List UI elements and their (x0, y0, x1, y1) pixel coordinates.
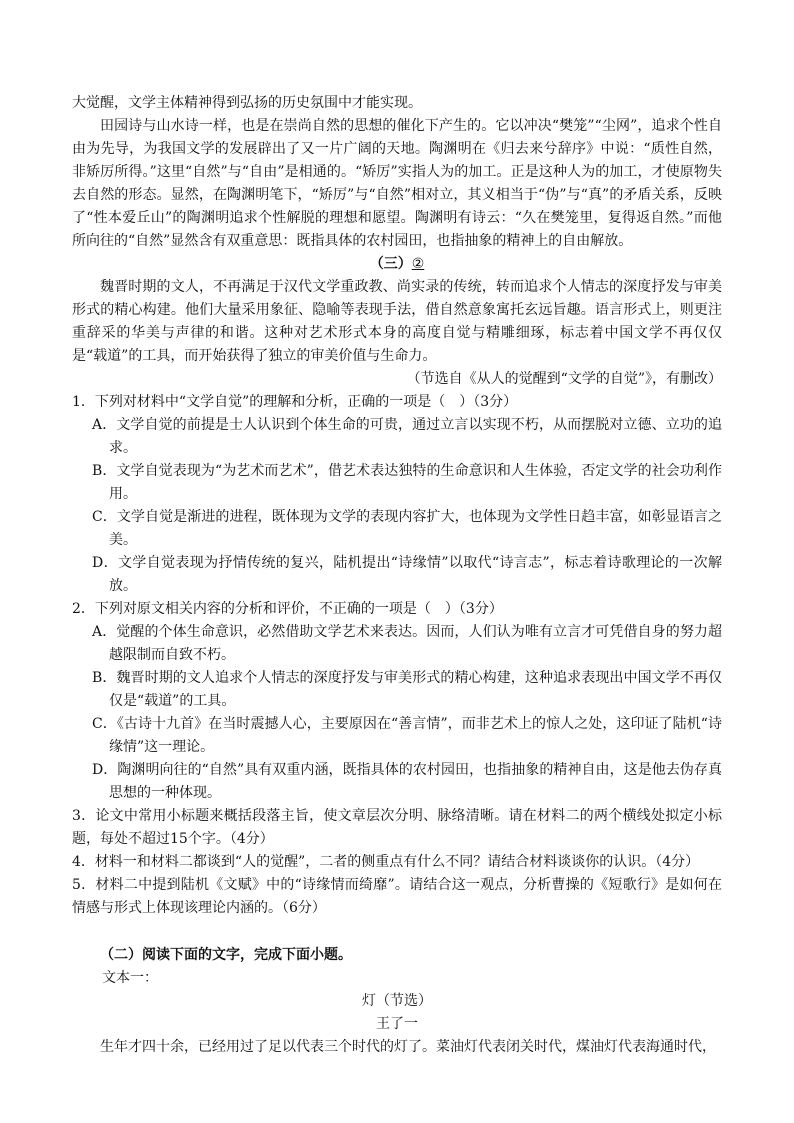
section-three-blank: ② (411, 256, 425, 272)
question-4: 4．材料一和材料二都谈到“人的觉醒”，二者的侧重点有什么不同？请结合材料谈谈你的认识。（4分） (72, 854, 700, 870)
question-2 (72, 598, 722, 805)
option-c: C．文学自觉是渐进的进程，既体现为文学的表现内容扩大，也体现为文学性日趋丰富，如彰显语言之美。 (92, 509, 722, 548)
article-title: 灯（节选） (362, 993, 432, 1009)
option-d: D．陶渊明向往的“自然”具有双重内涵，既指具体的农村园田，也指抽象的精神自由，这是他去伪存真思想的一种体现。 (92, 762, 722, 801)
text-one-label: 文本一： (102, 970, 158, 986)
option-a: A．文学自觉的前提是士人认识到个体生命的可贵，通过立言以实现不朽，从而摆脱对立德、立功的追求。 (92, 417, 722, 456)
section-two-heading: （二）阅读下面的文字，完成下面小题。 (100, 947, 352, 963)
option-c: C．《古诗十九首》在当时震撼人心，主要原因在“善言情”，而非艺术上的惊人之处，这印证了陆机“诗缘情”这一理论。 (92, 716, 722, 755)
paragraph-continuation: 大觉醒，文学主体精神得到弘扬的历史氛围中才能实现。 (72, 95, 422, 111)
paragraph-wei-jin: 魏晋时期的文人，不再满足于汉代文学重政教、尚实录的传统，转而追求个人情志的深度抒发与审美形式的精心构建。他们大量采用象征、隐喻等表现手法，借自然意象寓托玄远旨趣。语言形式上，则更注重辞采的华美与声律的和谐。这种对艺术形式本身的高度自觉与精雕细琢，标志着中国文学不再仅仅是“载道”的工具，而开始获得了独立的审美价值与生命力。 (72, 279, 722, 364)
paragraph-pastoral-poetry: 田园诗与山水诗一样，也是在崇尚自然的思想的催化下产生的。它以冲决“樊笼”“尘网”，追求个性自由为先导，为我国文学的发展辟出了又一片广阔的天地。陶渊明在《归去来兮辞序》中说：“质性自然，非矫厉所得。”这里“自然”与“自由”是相通的。“矫厉”实指人为的加工。正是这种人为的加工，才使原物失去自然的形态。显然，在陶渊明笔下，“矫厉”与“自然”相对立，其义相当于“伪”与“真”的矛盾关系，反映了“性本爱丘山”的陶渊明追求个性解脱的理想和愿望。陶渊明有诗云：“久在樊笼里，复得返自然。”而他所向往的“自然”显然含有双重意思：既指具体的农村园田，也指抽象的精神上的自由解放。 (72, 118, 722, 249)
option-b: B．魏晋时期的文人追求个人情志的深度抒发与审美形式的精心构建，这种追求表现出中国文学不再仅仅是“载道”的工具。 (92, 670, 722, 709)
article-first-line: 生年才四十余，已经用过了足以代表三个时代的灯了。菜油灯代表闭关时代，煤油灯代表海通时代， (100, 1039, 716, 1055)
article-author: 王了一 (376, 1016, 418, 1032)
section-three-heading (72, 253, 722, 276)
question-3: 3．论文中常用小标题来概括段落主旨，使文章层次分明、脉络清晰。请在材料二的两个横线处拟定小标题，每处不超过15个字。（4分） (72, 808, 722, 847)
option-d: D．文学自觉表现为抒情传统的复兴，陆机提出“诗缘情”以取代“诗言志”，标志着诗歌理论的一次解放。 (92, 555, 722, 594)
question-stem: 1．下列对材料中“文学自觉”的理解和分析，正确的一项是（ ）（3分） (72, 394, 518, 410)
question-1 (72, 391, 722, 598)
option-b: B．文学自觉表现为“为艺术而艺术”，借艺术表达独特的生命意识和人生体验，否定文学的社会功利作用。 (92, 463, 722, 502)
question-5: 5．材料二中提到陆机《文赋》中的“诗缘情而绮靡”。请结合这一观点，分析曹操的《短歌行》是如何在情感与形式上体现该理论内涵的。（6分） (72, 877, 722, 916)
option-a: A．觉醒的个体生命意识，必然借助文学艺术来表达。因而，人们认为唯有立言才可凭借自身的努力超越限制而自致不朽。 (92, 624, 722, 663)
question-stem: 2．下列对原文相关内容的分析和评价，不正确的一项是（ ）（3分） (72, 601, 503, 617)
source-note: （节选自《从人的觉醒到“文学的自觉”》，有删改） (406, 371, 722, 387)
section-three-label: （三） (369, 256, 412, 272)
document-content (72, 92, 722, 1059)
